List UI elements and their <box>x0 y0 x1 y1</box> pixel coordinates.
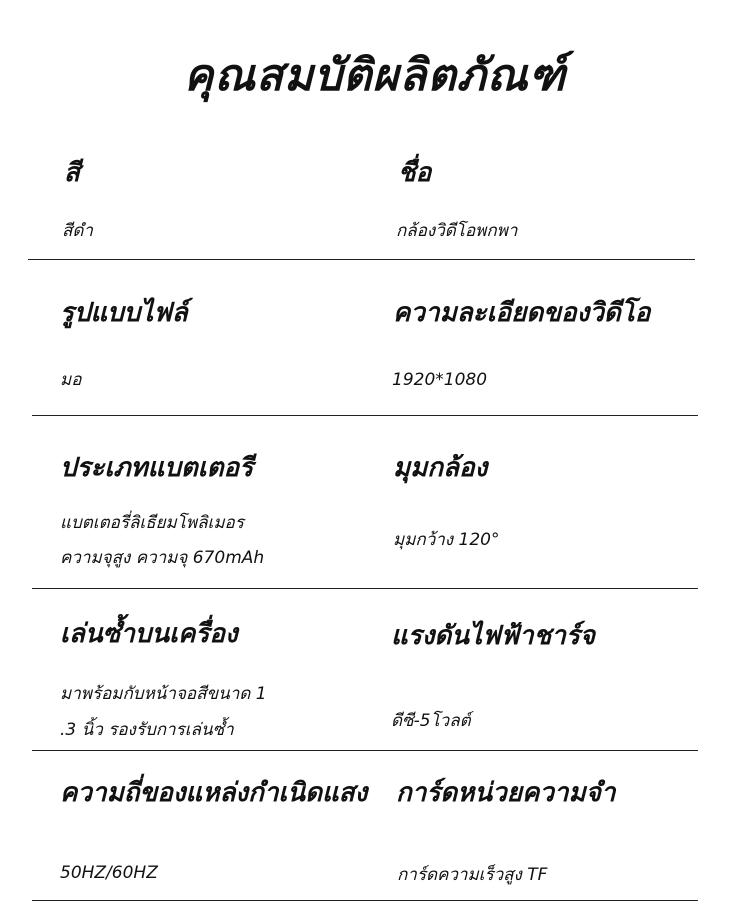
spec-label-playback: เล่นซ้ำบนเครื่อง <box>60 619 238 649</box>
spec-label-light-frequency: ความถี่ของแหล่งกำเนิดแสง <box>60 778 368 808</box>
spec-value-light-frequency: 50HZ/60HZ <box>60 863 158 883</box>
spec-value-name: กล้องวิดีโอพกพา <box>396 221 518 241</box>
spec-value-playback-line1: มาพร้อมกับหน้าจอสีขนาด 1 <box>60 684 267 704</box>
spec-label-video-resolution: ความละเอียดของวิดีโอ <box>393 298 651 328</box>
spec-label-camera-angle: มุมกล้อง <box>393 453 488 483</box>
spec-value-camera-angle: มุมกว้าง 120° <box>393 530 500 550</box>
spec-value-battery-type-line2: ความจุสูง ความจุ 670mAh <box>60 548 265 568</box>
spec-value-charging-voltage: ดีซี-5โวลต์ <box>391 711 471 731</box>
spec-value-file-format: มอ <box>60 370 82 390</box>
spec-label-name: ชื่อ <box>398 158 432 188</box>
spec-label-memory-card: การ์ดหน่วยความจำ <box>396 778 616 808</box>
row-divider <box>32 750 698 751</box>
spec-value-video-resolution: 1920*1080 <box>392 370 488 390</box>
row-divider <box>32 588 698 589</box>
spec-value-color: สีดำ <box>62 221 93 241</box>
spec-value-battery-type-line1: แบตเตอรี่ลิเธียมโพลิเมอร <box>60 513 244 533</box>
spec-label-battery-type: ประเภทแบตเตอรี <box>60 453 254 483</box>
spec-label-charging-voltage: แรงดันไฟฟ้าชาร์จ <box>391 621 596 651</box>
page-title: คุณสมบัติผลิตภัณฑ์ <box>183 50 567 101</box>
spec-value-playback-line2: .3 นิ้ว รองรับการเล่นซ้ำ <box>60 720 234 740</box>
row-divider <box>28 259 695 260</box>
row-divider <box>32 415 698 416</box>
spec-label-color: สี <box>64 158 80 188</box>
spec-value-memory-card: การ์ดความเร็วสูง TF <box>397 865 548 885</box>
row-divider <box>32 900 698 901</box>
spec-label-file-format: รูปแบบไฟล์ <box>60 298 188 328</box>
